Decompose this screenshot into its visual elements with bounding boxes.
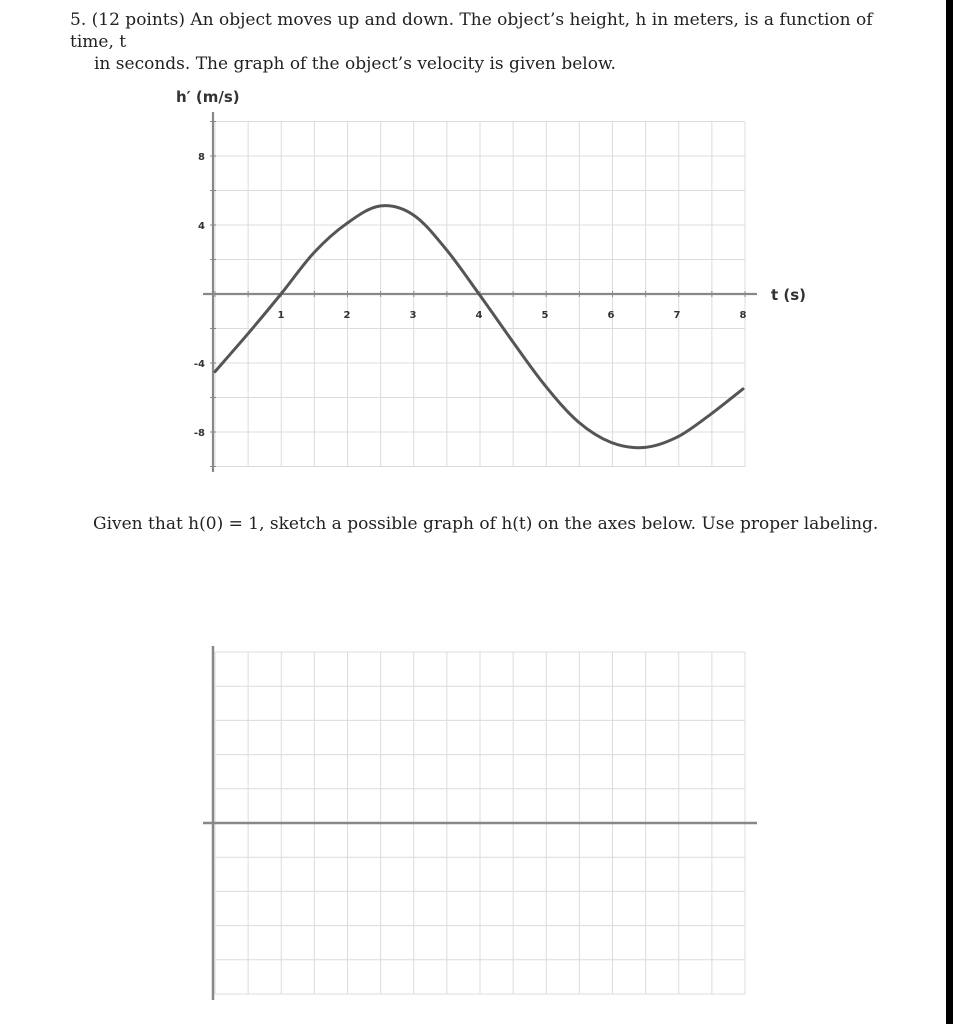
x-tick-label: 1 <box>277 310 285 321</box>
y-tick-label: -8 <box>193 428 205 439</box>
x-tick-label: 6 <box>607 310 615 321</box>
x-tick-label: 8 <box>739 310 747 321</box>
sketch-instruction: Given that h(0) = 1, sketch a possible graph of h(t) on the axes below. Use proper labeling. <box>93 514 879 534</box>
x-axis-label: t (s) <box>771 286 807 304</box>
x-tick-label: 3 <box>409 310 417 321</box>
y-axis-label: h′ (m/s) <box>176 88 240 106</box>
blank-axes <box>203 646 757 1000</box>
problem-text-line1: An object moves up and down. The object’s height, h in meters, is a function of time, t <box>70 10 873 52</box>
problem-number: 5. <box>70 10 87 30</box>
y-tick-label: 4 <box>198 221 205 232</box>
velocity-ticks <box>194 152 747 439</box>
problem-text-line2: in seconds. The graph of the object’s velocity is given below. <box>94 54 616 74</box>
velocity-series-line <box>215 206 743 448</box>
y-tick-label: 8 <box>198 152 205 163</box>
y-tick-label: -4 <box>193 359 205 370</box>
x-tick-label: 5 <box>541 310 549 321</box>
x-tick-label: 2 <box>343 310 351 321</box>
blank-grid <box>215 652 745 994</box>
x-tick-label: 7 <box>673 310 681 321</box>
velocity-chart <box>0 0 946 500</box>
x-tick-label: 4 <box>475 310 483 321</box>
velocity-curve <box>215 206 743 448</box>
problem-points: (12 points) <box>91 10 185 30</box>
